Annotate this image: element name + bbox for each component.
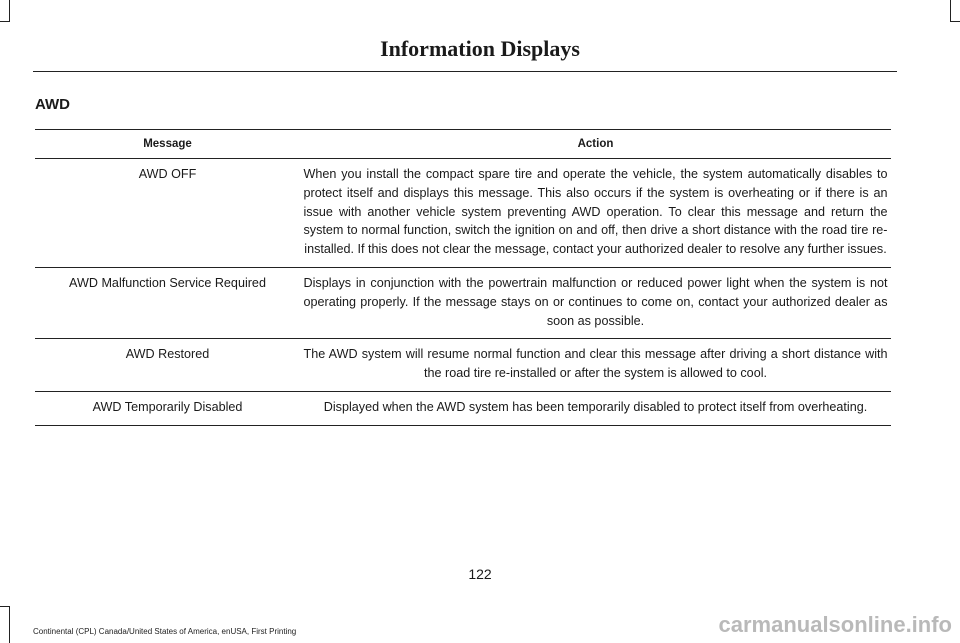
action-cell <box>300 391 891 425</box>
action-text: When you install the compact spare tire and operate the vehicle, the system automatically disables to protect itself and displays this message. This also occurs if the system is overheating or if there is an issue with another vehicle system preventing AWD operation. To clear this message and return the system to normal function, switch the ignition on and off, then drive a short distance with the road tire re-installed. If this does not clear the message, contact your authorized dealer to resolve any further issues. <box>303 167 888 257</box>
table-row <box>35 339 891 392</box>
column-header-message: Message <box>35 130 300 159</box>
message-cell: AWD Restored <box>35 339 300 392</box>
message-cell: AWD Temporarily Disabled <box>35 391 300 425</box>
action-cell <box>300 159 891 268</box>
table-row <box>35 391 891 425</box>
edition-footer: Continental (CPL) Canada/United States of America, enUSA, First Printing <box>33 627 297 636</box>
action-cell <box>300 339 891 392</box>
crop-mark-top-right-v <box>950 0 951 22</box>
crop-mark-top-right-h <box>950 21 960 22</box>
message-cell: AWD OFF <box>35 159 300 268</box>
message-cell: AWD Malfunction Service Required <box>35 267 300 338</box>
page-header-title: Information Displays <box>380 36 580 61</box>
awd-messages-table <box>35 129 891 426</box>
table-header-row <box>35 130 891 159</box>
table-row <box>35 159 891 268</box>
column-header-action: Action <box>300 130 891 159</box>
header-rule <box>33 71 897 72</box>
action-text: Displays in conjunction with the powertrain malfunction or reduced power light when the system is not operating properly. If the message stays on or continues to come on, contact your authorized dealer as soon as possible. <box>303 275 888 328</box>
crop-mark-bottom-left-v <box>9 606 10 643</box>
crop-mark-top-left-h <box>0 21 10 22</box>
crop-mark-bottom-left-h <box>0 606 10 607</box>
page-number: 122 <box>468 566 492 582</box>
watermark: carmanualsonline.info <box>718 612 952 637</box>
action-text: Displayed when the AWD system has been temporarily disabled to protect itself from overheating. <box>323 399 868 414</box>
table-row <box>35 267 891 338</box>
action-cell <box>300 267 891 338</box>
action-text: The AWD system will resume normal function and clear this message after driving a short distance with the road tire re-installed or after the system is allowed to cool. <box>303 347 888 381</box>
crop-mark-top-left-v <box>9 0 10 22</box>
section-title: AWD <box>35 96 70 113</box>
